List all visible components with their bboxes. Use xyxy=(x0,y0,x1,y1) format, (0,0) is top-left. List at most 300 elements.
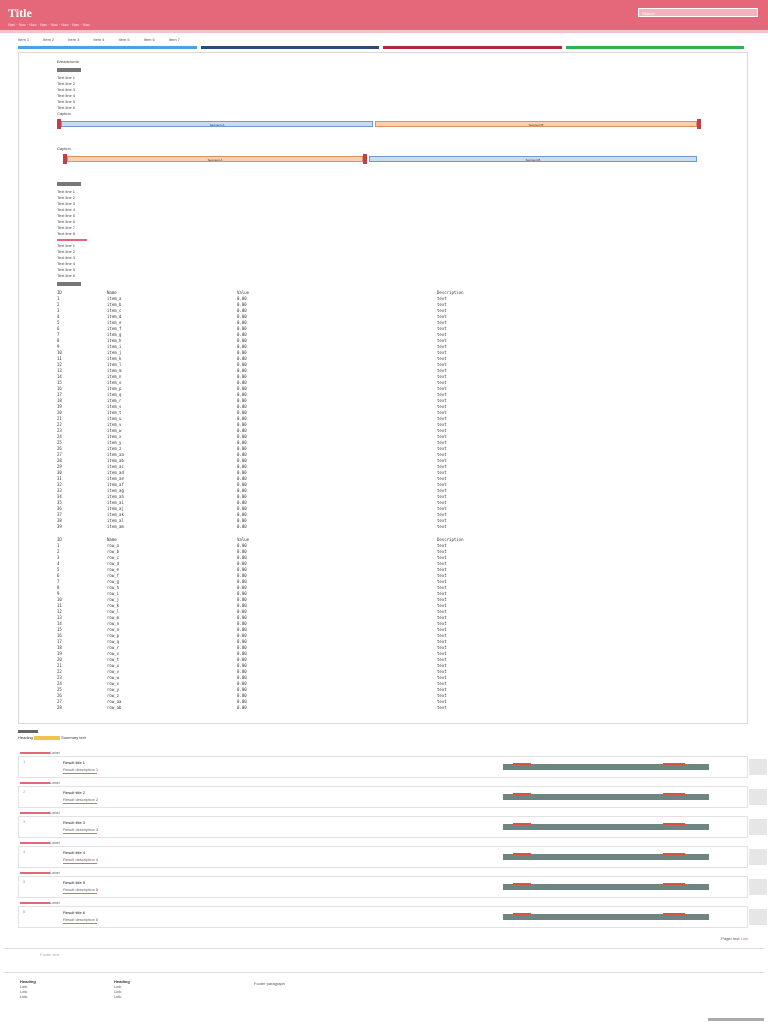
result-item[interactable] xyxy=(18,786,748,808)
listing-cell: 0.00 xyxy=(237,687,247,692)
listing-cell: text xyxy=(437,404,447,409)
listing-cell: 18 xyxy=(57,645,62,650)
listing-cell: text xyxy=(437,488,447,493)
pink-tag[interactable] xyxy=(20,842,50,844)
listing-cell: 19 xyxy=(57,404,62,409)
listing-cell: ID xyxy=(57,290,62,295)
listing-cell: text xyxy=(437,434,447,439)
listing-row xyxy=(57,555,713,560)
text-line: Text line 3 xyxy=(57,255,76,260)
listing-row xyxy=(57,332,713,337)
track-cap-right xyxy=(697,119,701,129)
text-line: Text line 7 xyxy=(57,225,76,230)
listing-cell: item_ad xyxy=(107,470,124,475)
listing-cell: 9 xyxy=(57,344,60,349)
listing-row xyxy=(57,458,713,463)
listing-cell: text xyxy=(437,458,447,463)
listing-cell: row_i xyxy=(107,591,120,596)
listing-row xyxy=(57,350,713,355)
listing-cell: item_r xyxy=(107,398,122,403)
listing-cell: row_r xyxy=(107,645,120,650)
listing-row xyxy=(57,543,713,548)
listing-row xyxy=(57,663,713,668)
result-link-underline xyxy=(63,923,97,924)
listing-row xyxy=(57,500,713,505)
subnav-item[interactable]: Item 6 xyxy=(143,37,155,42)
search-input[interactable]: Search xyxy=(638,8,758,17)
text-line: Text line 2 xyxy=(57,195,76,200)
subnav-item[interactable]: Item 7 xyxy=(168,37,180,42)
result-label xyxy=(20,780,60,785)
listing-row xyxy=(57,573,713,578)
listing-row xyxy=(57,404,713,409)
result-description: Result description 1 xyxy=(63,767,99,772)
listing-cell: 0.00 xyxy=(237,416,247,421)
listing-cell: 0.00 xyxy=(237,410,247,415)
listing-cell: text xyxy=(437,591,447,596)
listing-cell: text xyxy=(437,567,447,572)
listing-row xyxy=(57,440,713,445)
listing-cell: item_l xyxy=(107,362,122,367)
listing-cell: 37 xyxy=(57,512,62,517)
track-thumbnail[interactable] xyxy=(503,914,709,920)
listing-cell: text xyxy=(437,512,447,517)
listing-cell: text xyxy=(437,452,447,457)
listing-cell: 6 xyxy=(57,326,60,331)
listing-row xyxy=(57,651,713,656)
listing-cell: item_ae xyxy=(107,476,124,481)
thumbnail-marker xyxy=(663,913,685,915)
breadcrumb[interactable]: Breadcrumb xyxy=(57,59,79,64)
listing-cell: 0.00 xyxy=(237,314,247,319)
data-listing-b xyxy=(57,537,713,710)
track-thumbnail[interactable] xyxy=(503,794,709,800)
listing-cell: item_i xyxy=(107,344,122,349)
listing-cell: text xyxy=(437,561,447,566)
listing-row xyxy=(57,386,713,391)
listing-cell: item_f xyxy=(107,326,122,331)
section-2-text xyxy=(57,189,713,236)
listing-cell: 34 xyxy=(57,494,62,499)
listing-row xyxy=(57,603,713,608)
listing-cell: text xyxy=(437,416,447,421)
result-side-tab[interactable] xyxy=(749,759,767,775)
listing-cell: 1 xyxy=(57,296,60,301)
listing-cell: text xyxy=(437,368,447,373)
listing-cell: text xyxy=(437,356,447,361)
text-line: Text line 6 xyxy=(57,273,76,278)
listing-cell: 5 xyxy=(57,567,60,572)
listing-cell: 0.00 xyxy=(237,392,247,397)
listing-row xyxy=(57,356,713,361)
listing-cell: 16 xyxy=(57,386,62,391)
listing-cell: text xyxy=(437,500,447,505)
listing-cell: 0.00 xyxy=(237,693,247,698)
footer-link[interactable]: Link xyxy=(114,994,122,999)
track-segment[interactable]: Segment B xyxy=(375,121,697,127)
result-label-text: Label xyxy=(50,870,60,875)
footer-link[interactable]: Link xyxy=(20,994,28,999)
listing-cell: text xyxy=(437,609,447,614)
listing-cell: text xyxy=(437,362,447,367)
listing-cell: Name xyxy=(107,290,117,295)
listing-cell: item_o xyxy=(107,380,122,385)
figure-description xyxy=(57,131,713,145)
track-thumbnail[interactable] xyxy=(503,824,709,830)
thumbnail-marker xyxy=(663,883,685,885)
listing-cell: text xyxy=(437,633,447,638)
pink-tag[interactable] xyxy=(20,782,50,784)
listing-cell: 25 xyxy=(57,687,62,692)
listing-cell: row_u xyxy=(107,663,120,668)
footer-link[interactable]: Link xyxy=(20,989,28,994)
text-line: Text line 8 xyxy=(57,231,76,236)
listing-cell: row_t xyxy=(107,657,120,662)
result-side-tab[interactable] xyxy=(749,879,767,895)
listing-cell: 0.00 xyxy=(237,549,247,554)
listing-row xyxy=(57,639,713,644)
listing-row xyxy=(57,669,713,674)
listing-cell: 0.00 xyxy=(237,518,247,523)
text-line: Text line 5 xyxy=(57,213,76,218)
result-label-text: Label xyxy=(50,810,60,815)
listing-cell: item_g xyxy=(107,332,122,337)
listing-row xyxy=(57,705,713,710)
listing-cell: 0.00 xyxy=(237,561,247,566)
results-summary xyxy=(18,735,748,740)
listing-cell: 0.00 xyxy=(237,308,247,313)
listing-cell: text xyxy=(437,621,447,626)
track-thumbnail[interactable] xyxy=(503,884,709,890)
listing-row xyxy=(57,512,713,517)
subnav-item[interactable]: Item 3 xyxy=(68,37,80,42)
result-side-tab[interactable] xyxy=(749,909,767,925)
listing-row xyxy=(57,308,713,313)
listing-cell: text xyxy=(437,597,447,602)
listing-row xyxy=(57,482,713,487)
result-label xyxy=(20,840,60,845)
footer-link[interactable]: Link xyxy=(114,984,122,989)
listing-cell: 10 xyxy=(57,350,62,355)
listing-row xyxy=(57,699,713,704)
text-line: Text line 5 xyxy=(57,99,76,104)
listing-cell: text xyxy=(437,482,447,487)
result-item[interactable] xyxy=(18,906,748,928)
listing-cell: 15 xyxy=(57,627,62,632)
data-listing-a xyxy=(57,290,713,529)
listing-cell: row_m xyxy=(107,615,120,620)
listing-row xyxy=(57,687,713,692)
listing-cell: 2 xyxy=(57,549,60,554)
listing-cell: item_j xyxy=(107,350,122,355)
listing-cell: 0.00 xyxy=(237,627,247,632)
listing-row xyxy=(57,585,713,590)
listing-cell: item_q xyxy=(107,392,122,397)
track-thumbnail[interactable] xyxy=(503,764,709,770)
listing-row xyxy=(57,362,713,367)
listing-cell: row_c xyxy=(107,555,120,560)
listing-cell: item_ab xyxy=(107,458,124,463)
pink-link-row[interactable] xyxy=(57,237,713,242)
listing-cell: text xyxy=(437,645,447,650)
listing-cell: 0.00 xyxy=(237,302,247,307)
listing-cell: row_z xyxy=(107,693,120,698)
result-label xyxy=(20,750,60,755)
footer-scroll-indicator xyxy=(708,1018,764,1021)
listing-cell: text xyxy=(437,446,447,451)
listing-cell: 5 xyxy=(57,320,60,325)
listing-cell: text xyxy=(437,494,447,499)
track-segment[interactable]: Segment A xyxy=(61,121,373,127)
listing-cell: item_w xyxy=(107,428,122,433)
result-item[interactable] xyxy=(18,876,748,898)
listing-cell: text xyxy=(437,639,447,644)
result-title[interactable]: Result title 4 xyxy=(63,850,86,855)
footer-paragraph: Footer paragraph xyxy=(254,981,285,986)
text-line: Text line 4 xyxy=(57,93,76,98)
footer-note: Footer text xyxy=(40,952,60,957)
listing-row xyxy=(57,591,713,596)
listing-cell: row_n xyxy=(107,621,120,626)
listing-cell: item_t xyxy=(107,410,122,415)
listing-cell: 0.00 xyxy=(237,374,247,379)
listing-cell: 13 xyxy=(57,615,62,620)
listing-cell: Description xyxy=(437,537,464,542)
listing-cell: 0.00 xyxy=(237,500,247,505)
listing-cell: 0.00 xyxy=(237,356,247,361)
listing-cell: 0.00 xyxy=(237,567,247,572)
result-item[interactable] xyxy=(18,846,748,868)
pager-link[interactable]: Link xyxy=(740,936,748,941)
listing-row xyxy=(57,380,713,385)
listing-cell: 28 xyxy=(57,458,62,463)
listing-cell: 30 xyxy=(57,470,62,475)
listing-cell: 0.00 xyxy=(237,699,247,704)
listing-cell: text xyxy=(437,549,447,554)
listing-cell: row_s xyxy=(107,651,120,656)
listing-cell: 0.00 xyxy=(237,476,247,481)
result-title[interactable]: Result title 5 xyxy=(63,880,86,885)
results-heading: Heading xyxy=(18,735,33,740)
listing-row xyxy=(57,549,713,554)
listing-cell: Name xyxy=(107,537,117,542)
listing-cell: item_y xyxy=(107,440,122,445)
listing-cell: 28 xyxy=(57,705,62,710)
listing-cell: item_af xyxy=(107,482,124,487)
listing-cell: text xyxy=(437,344,447,349)
listing-cell: 1 xyxy=(57,543,60,548)
listing-cell: 0.00 xyxy=(237,603,247,608)
listing-row xyxy=(57,290,713,295)
listing-cell: 0.00 xyxy=(237,591,247,596)
listing-cell: 14 xyxy=(57,621,62,626)
result-side-tab[interactable] xyxy=(749,819,767,835)
listing-cell: 0.00 xyxy=(237,428,247,433)
listing-row xyxy=(57,537,713,542)
listing-row xyxy=(57,302,713,307)
footer xyxy=(4,972,764,1021)
section-heading-bar xyxy=(57,282,81,286)
tab-indicator[interactable] xyxy=(566,46,745,49)
listing-row xyxy=(57,452,713,457)
header-nav[interactable]: Nav · Nav · Nav · Nav · Nav · Nav · Nav · Nav xyxy=(8,22,90,27)
result-link-underline xyxy=(63,773,97,774)
listing-row xyxy=(57,609,713,614)
listing-cell: 22 xyxy=(57,422,62,427)
listing-cell: text xyxy=(437,392,447,397)
result-title[interactable]: Result title 2 xyxy=(63,790,86,795)
pink-tag[interactable] xyxy=(20,872,50,874)
listing-cell: row_d xyxy=(107,561,120,566)
result-side-tab[interactable] xyxy=(749,789,767,805)
result-title[interactable]: Result title 3 xyxy=(63,820,86,825)
tab-indicator[interactable] xyxy=(201,46,380,49)
subnav-item[interactable]: Item 5 xyxy=(118,37,130,42)
listing-cell: 3 xyxy=(57,555,60,560)
listing-cell: 0.00 xyxy=(237,386,247,391)
listing-cell: 9 xyxy=(57,591,60,596)
tab-indicator[interactable] xyxy=(383,46,562,49)
listing-cell: 0.00 xyxy=(237,422,247,427)
pink-link[interactable] xyxy=(57,239,87,241)
subnav-item[interactable]: Item 1 xyxy=(18,37,30,42)
text-line: Text line 1 xyxy=(57,189,76,194)
subnav-item[interactable]: Item 4 xyxy=(93,37,105,42)
listing-row xyxy=(57,434,713,439)
track-figure-1 xyxy=(57,119,713,129)
footer-link[interactable]: Link xyxy=(20,984,28,989)
listing-cell: text xyxy=(437,603,447,608)
listing-cell: 15 xyxy=(57,380,62,385)
footer-column-heading: Heading xyxy=(114,979,130,984)
listing-cell: text xyxy=(437,573,447,578)
listing-cell: 0.00 xyxy=(237,597,247,602)
listing-cell: 0.00 xyxy=(237,464,247,469)
listing-cell: row_x xyxy=(107,681,120,686)
listing-cell: 0.00 xyxy=(237,368,247,373)
site-title[interactable]: Title xyxy=(8,6,32,20)
listing-cell: 2 xyxy=(57,302,60,307)
result-side-tab[interactable] xyxy=(749,849,767,865)
listing-cell: 0.00 xyxy=(237,657,247,662)
pink-tag[interactable] xyxy=(20,752,50,754)
sub-navigation xyxy=(18,36,748,44)
listing-cell: item_d xyxy=(107,314,122,319)
listing-row xyxy=(57,567,713,572)
track-segment[interactable]: Segment B xyxy=(369,156,697,162)
listing-cell: 0.00 xyxy=(237,615,247,620)
section-3-text xyxy=(57,243,713,278)
result-item[interactable] xyxy=(18,816,748,838)
result-index: 6 xyxy=(23,909,26,914)
listing-cell: Value xyxy=(237,290,250,295)
result-item[interactable] xyxy=(18,756,748,778)
result-description: Result description 6 xyxy=(63,917,99,922)
listing-cell: 0.00 xyxy=(237,338,247,343)
track-segment[interactable]: Segment A xyxy=(67,156,363,162)
listing-cell: 0.00 xyxy=(237,362,247,367)
listing-cell: 0.00 xyxy=(237,446,247,451)
intro-paragraph xyxy=(57,75,713,110)
listing-cell: text xyxy=(437,476,447,481)
footer-column-2 xyxy=(114,979,130,999)
listing-cell: 21 xyxy=(57,416,62,421)
listing-cell: 7 xyxy=(57,332,60,337)
footer-link[interactable]: Link xyxy=(114,989,122,994)
listing-cell: text xyxy=(437,428,447,433)
result-link-underline xyxy=(63,803,97,804)
listing-cell: row_h xyxy=(107,585,120,590)
listing-cell: row_aa xyxy=(107,699,122,704)
listing-row xyxy=(57,476,713,481)
listing-cell: row_v xyxy=(107,669,120,674)
listing-cell: item_ag xyxy=(107,488,124,493)
tab-indicator[interactable] xyxy=(18,46,197,49)
listing-cell: text xyxy=(437,705,447,710)
text-line: Text line 1 xyxy=(57,75,76,80)
listing-cell: 29 xyxy=(57,464,62,469)
main-content xyxy=(57,59,713,711)
listing-cell: text xyxy=(437,627,447,632)
listing-cell: text xyxy=(437,585,447,590)
listing-cell: 0.00 xyxy=(237,452,247,457)
track-thumbnail[interactable] xyxy=(503,854,709,860)
result-description: Result description 2 xyxy=(63,797,99,802)
listing-cell: Description xyxy=(437,290,464,295)
listing-cell: text xyxy=(437,555,447,560)
listing-cell: row_b xyxy=(107,549,120,554)
listing-row xyxy=(57,446,713,451)
listing-cell: 4 xyxy=(57,314,60,319)
listing-cell: text xyxy=(437,422,447,427)
listing-cell: 0.00 xyxy=(237,296,247,301)
listing-cell: 0.00 xyxy=(237,350,247,355)
pink-tag[interactable] xyxy=(20,902,50,904)
result-index: 3 xyxy=(23,819,26,824)
thumbnail-marker xyxy=(663,793,685,795)
listing-cell: 17 xyxy=(57,639,62,644)
result-title[interactable]: Result title 6 xyxy=(63,910,86,915)
listing-cell: text xyxy=(437,579,447,584)
listing-cell: text xyxy=(437,470,447,475)
listing-cell: text xyxy=(437,669,447,674)
listing-cell: 0.00 xyxy=(237,585,247,590)
listing-cell: 4 xyxy=(57,561,60,566)
result-label-text: Label xyxy=(50,840,60,845)
listing-cell: 0.00 xyxy=(237,633,247,638)
listing-cell: row_p xyxy=(107,633,120,638)
listing-cell: 0.00 xyxy=(237,482,247,487)
listing-cell: 0.00 xyxy=(237,639,247,644)
listing-cell: 0.00 xyxy=(237,332,247,337)
subnav-item[interactable]: Item 2 xyxy=(43,37,55,42)
listing-row xyxy=(57,621,713,626)
listing-row xyxy=(57,518,713,523)
figure-caption: Caption xyxy=(57,146,71,151)
listing-cell: row_w xyxy=(107,675,120,680)
listing-row xyxy=(57,488,713,493)
listing-cell: row_q xyxy=(107,639,120,644)
listing-row xyxy=(57,657,713,662)
result-title[interactable]: Result title 1 xyxy=(63,760,86,765)
listing-cell: row_y xyxy=(107,687,120,692)
pink-tag[interactable] xyxy=(20,812,50,814)
figure-caption: Caption xyxy=(57,111,71,116)
listing-cell: text xyxy=(437,314,447,319)
listing-cell: 26 xyxy=(57,446,62,451)
listing-cell: text xyxy=(437,380,447,385)
listing-cell: text xyxy=(437,386,447,391)
